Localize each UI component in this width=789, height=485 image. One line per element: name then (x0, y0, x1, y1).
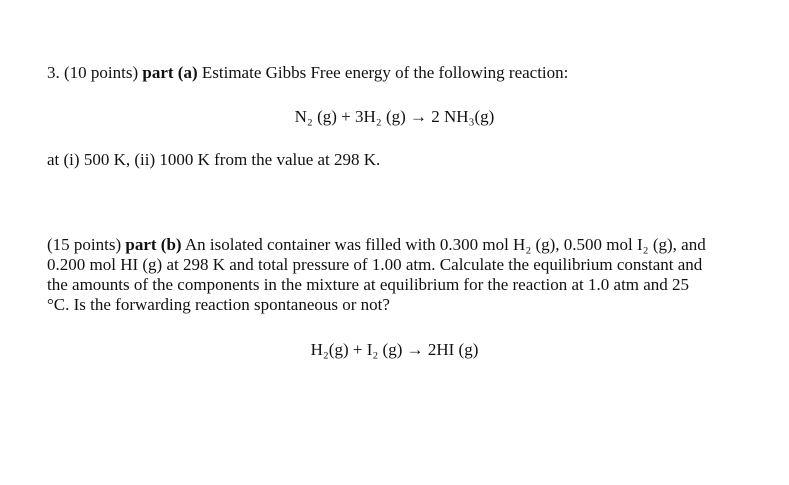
part-b-line-4: °C. Is the forwarding reaction spontaneous or not? (47, 295, 390, 314)
part-b-paragraph (47, 235, 759, 315)
part-b-line-3: the amounts of the components in the mixture at equilibrium for the reaction at 1.0 atm and 25 (47, 275, 690, 294)
reaction-b (0, 340, 789, 360)
part-a-heading (47, 63, 568, 83)
part-b-line-1-text: An isolated container was filled with 0.300 mol H₂ (g), 0.500 mol I₂ (g), and (184, 235, 706, 254)
part-b-line-1 (47, 235, 759, 255)
question-number-points: 3. (10 points) (47, 63, 139, 82)
reaction-a (0, 107, 789, 127)
reaction-a-equation: N₂ (g) + 3H₂ (g) → 2 NH₃(g) (294, 107, 495, 126)
reaction-b-equation: H₂(g) + I₂ (g) → 2HI (g) (310, 340, 479, 359)
part-b-line-2: 0.200 mol HI (g) at 298 K and total pressure of 1.00 atm. Calculate the equilibrium constant and (47, 255, 703, 274)
part-a-label: part (a) (142, 63, 198, 82)
part-a-text: Estimate Gibbs Free energy of the following reaction: (201, 63, 569, 82)
part-b-points: (15 points) (47, 235, 122, 254)
part-a-followup (47, 150, 380, 170)
part-b-label: part (b) (125, 235, 182, 254)
part-a-followup-text: at (i) 500 K, (ii) 1000 K from the value at 298 K. (47, 150, 381, 169)
